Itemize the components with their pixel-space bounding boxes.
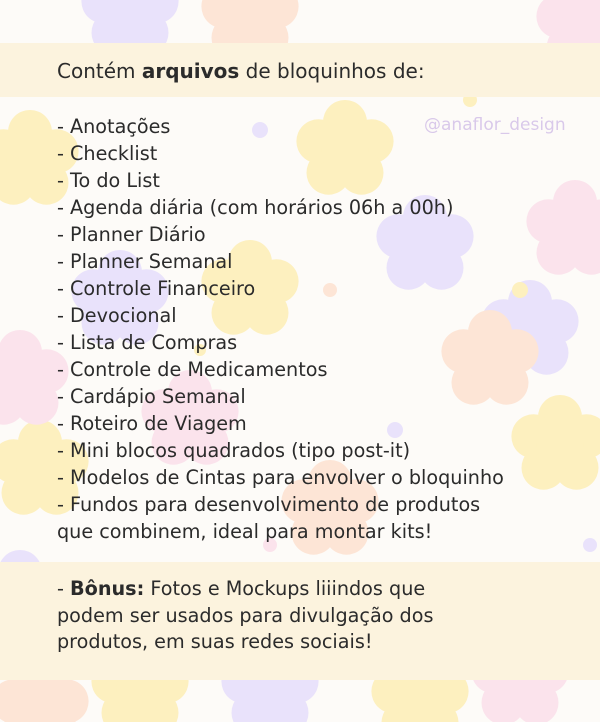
intro-heading — [57, 58, 425, 84]
list-item: - Devocional — [57, 304, 177, 327]
bonus-line-1-rest: Fotos e Mockups liiindos que — [144, 577, 426, 600]
dot — [583, 538, 597, 552]
list-item: - Cardápio Semanal — [57, 385, 246, 408]
intro-bold: arquivos — [141, 59, 240, 83]
bonus-line-3: produtos, em suas redes sociais! — [57, 630, 373, 653]
list-item: - Mini blocos quadrados (tipo post-it) — [57, 439, 411, 462]
list-item: - Planner Diário — [57, 223, 206, 246]
list-item: - Modelos de Cintas para envolver o bloquinho — [57, 466, 504, 489]
intro-prefix: Contém — [57, 59, 142, 83]
bonus-text — [57, 576, 433, 656]
list-item: que combinem, ideal para montar kits! — [57, 520, 433, 543]
list-item: - Checklist — [57, 142, 158, 165]
flower-yellow — [511, 395, 600, 490]
list-item: - Planner Semanal — [57, 250, 233, 273]
list-item: - Controle de Medicamentos — [57, 358, 328, 381]
bonus-label: Bônus: — [70, 577, 145, 600]
watermark: @anaflor_design — [424, 115, 566, 135]
list-item: - Fundos para desenvolvimento de produtos — [57, 493, 481, 516]
bonus-line-1 — [57, 576, 433, 603]
list-item: - Roteiro de Viagem — [57, 412, 247, 435]
list-item: - Anotações — [57, 115, 171, 138]
list-item: - Controle Financeiro — [57, 277, 256, 300]
list-item: - To do List — [57, 169, 160, 192]
flower-pink — [526, 180, 600, 275]
intro-suffix: de bloquinhos de: — [239, 59, 425, 83]
contents-list — [57, 113, 504, 545]
dot — [512, 282, 528, 298]
bonus-prefix: - — [57, 577, 71, 600]
list-item: - Lista de Compras — [57, 331, 238, 354]
list-item: - Agenda diária (com horários 06h a 00h) — [57, 196, 454, 219]
bonus-line-2: podem ser usados para divulgação dos — [57, 603, 434, 627]
